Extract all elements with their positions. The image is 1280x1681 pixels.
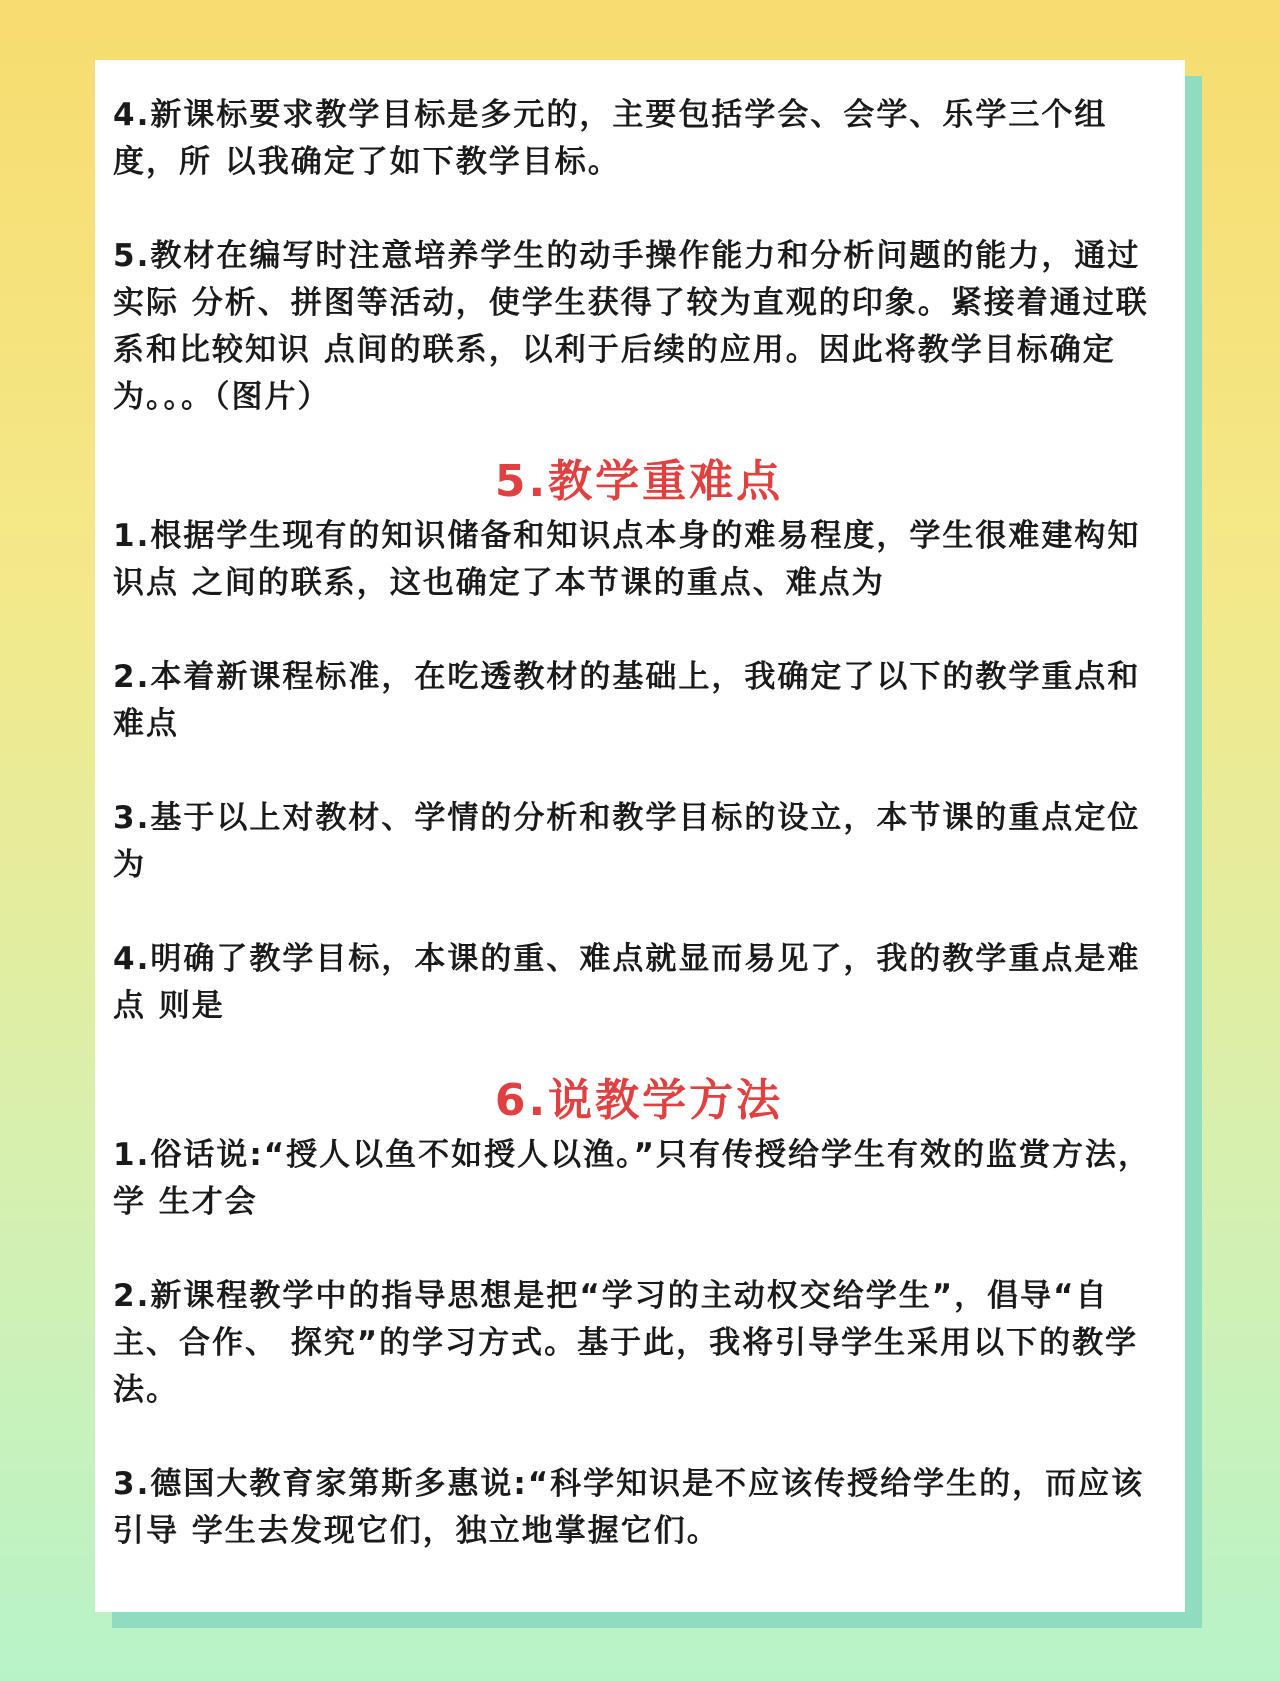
section5-paragraph-3: 3.基于以上对教材、学情的分析和教学目标的设立，本节课的重点定位为 — [113, 800, 1141, 883]
section6-heading: 6.说教学方法 — [494, 1075, 784, 1126]
section5-heading: 5.教学重难点 — [494, 456, 784, 507]
section4-paragraph-4: 4.新课标要求教学目标是多元的，主要包括学会、会学、乐学三个组度，所 以我确定了如下教学目标。 — [113, 97, 1108, 180]
section4-paragraph-5: 5.教材在编写时注意培养学生的动手操作能力和分析问题的能力，通过实际 分析、拼图等活动，使学生获得了较为直观的印象。紧接着通过联系和比较知识 点间的联系，以利于后续的应用。因此将教学目标确定为。。。（图片） — [113, 238, 1149, 415]
section5-paragraph-1: 1.根据学生现有的知识储备和知识点本身的难易程度，学生很难建构知识点 之间的联系，这也确定了本节课的重点、难点为 — [113, 518, 1141, 601]
section5-paragraph-2: 2.本着新课程标准，在吃透教材的基础上，我确定了以下的教学重点和难点 — [113, 659, 1141, 742]
section6-paragraph-2: 2.新课程教学中的指导思想是把“学习的主动权交给学生”，倡导“自主、合作、 探究”的学习方式。基于此，我将引导学生采用以下的教学法。 — [113, 1278, 1139, 1408]
content-card — [95, 60, 1185, 1612]
section6-paragraph-1: 1.俗话说:“授人以鱼不如授人以渔。”只有传授给学生有效的监赏方法，学 生才会 — [113, 1137, 1151, 1220]
section5-paragraph-4: 4.明确了教学目标，本课的重、难点就显而易见了，我的教学重点是难点 则是 — [113, 941, 1141, 1024]
section6-paragraph-3: 3.德国大教育家第斯多惠说:“科学知识是不应该传授给学生的，而应该引导 学生去发现它们，独立地掌握它们。 — [113, 1466, 1145, 1549]
